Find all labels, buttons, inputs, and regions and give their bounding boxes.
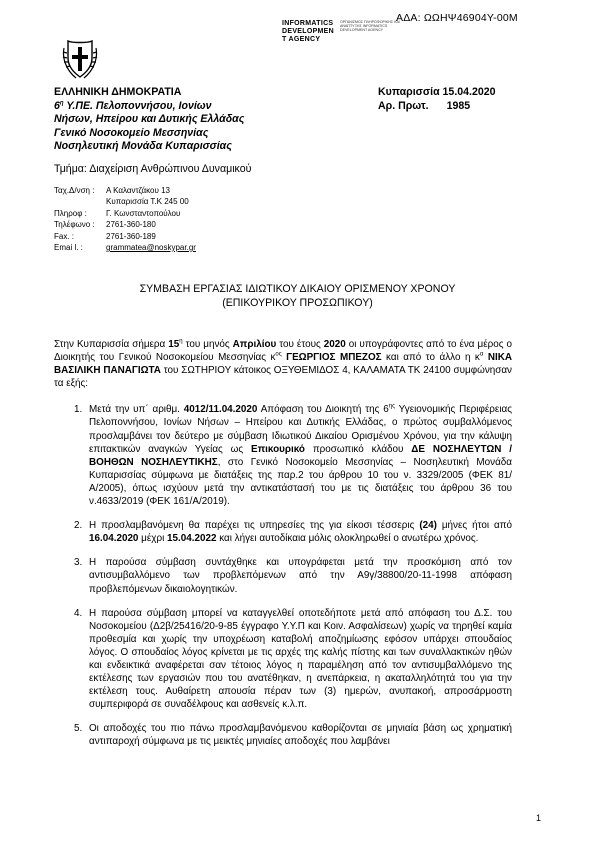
ida-logo bbox=[282, 20, 400, 44]
department: Τμήμα: Διαχείριση Ανθρώπινου Δυναμικού bbox=[54, 163, 252, 175]
term-item: 4. Η παρούσα σύμβαση μπορεί να καταγγελθεί οποτεδήποτε μετά από απόφαση του Δ.Σ. του Νοσοκομείου (Δ2β/25416/20-9-85 έγγραφο Υ.Υ.Π και Κοιν. Ασφαλίσεων) χωρίς να τηρηθεί καμία προθεσμία και χωρίς την υποχρέωση καταβολή αποζημίωσης εφόσον υπάρχει σπουδαίος λόγος. Ο σπουδαίος λόγος κρίνεται με τις αρχές της καλής πίστης και των συναλλακτικών ηθών και ενδεικτικά αναφέρεται σαν τέτοιος λόγος η παραμέληση από τον αντισυμβαλλόμενο της εκτέλεσης των εργασιών που του ανατέθηκαν, η ανεπάρκεια, η ακαταλληλότητά του για την εκτέλεση τους. Αυθαίρετη απουσία πέραν των (3) ημερών, ανυπακοή, απροσάρμοστη συμπεριφορά σε συναδέλφους και ασθενείς κ.λ.π. bbox=[74, 607, 512, 711]
protocol-number: 1985 bbox=[446, 99, 471, 112]
contract-title bbox=[0, 283, 595, 310]
contact-block bbox=[54, 185, 196, 253]
date-block bbox=[378, 86, 496, 113]
sender-line-4: Γενικό Νοσοκομείο Μεσσηνίας bbox=[54, 126, 209, 139]
title-line-1: ΣΥΜΒΑΣΗ ΕΡΓΑΣΙΑΣ ΙΔΙΩΤΙΚΟΥ ΔΙΚΑΙΟΥ ΟΡΙΣΜΕΝΟΥ ΧΡΟΝΟΥ bbox=[139, 283, 456, 295]
page-number: 1 bbox=[536, 813, 542, 823]
document-date: Κυπαρισσία 15.04.2020 bbox=[378, 86, 496, 98]
logo-word-3: T AGENCY bbox=[282, 36, 321, 43]
term-item: 2. Η προσλαμβανόμενη θα παρέχει τις υπηρεσίες της για είκοσι τέσσερις (24) μήνες ήτοι από 16.04.2020 μέχρι 15.04.2022 και λήγει αυτοδίκαια μόλις ολοκληρωθεί ο ανωτέρω χρόνος. bbox=[74, 520, 512, 545]
contract-body bbox=[54, 338, 512, 760]
contact-row: Ταχ.Δ/νση : Α Καλαντζάκου 13 bbox=[54, 186, 170, 195]
contact-row: Τηλέφωνο : 2761-360-180 bbox=[54, 220, 156, 230]
term-item: 5. Οι αποδοχές του πιο πάνω προσλαμβανόμενου καθορίζονται σε μηνιαία βάση ως χρηματική αντιπαροχή σύμφωνα με τις μεικτές μηνιαίες αποδοχές που λαμβάνει bbox=[74, 723, 512, 748]
sender-block bbox=[54, 86, 244, 154]
term-item: 1. Μετά την υπ΄ αριθμ. 4012/11.04.2020 Απόφαση του Διοικητή της $6^{\eta\varsigma}$ Υγειονομικής Περιφέρειας Πελοποννήσου, Ιονίων Νήσων – Ηπείρου και Δυτικής Ελλάδας, ο πρώτος συμβαλλόμενος προσλαμβάνει τον δεύτερο με σύμβαση Ιδιωτικού Δικαίου Ορισμένου Χρόνου, για την κάλυψη επιτακτικών αναγκών Υγείας ως Επικουρικό προσωπικό κλάδου ΔΕ ΝΟΣΗΛΕΥΤΩΝ / ΒΟΗΘΩΝ ΝΟΣΗΛΕΥΤΙΚΗΣ, στο Γενικό Νοσοκομείο Μεσσηνίας – Νοσηλευτική Μονάδα Κυπαρισσίας σύμφωνα με διατάξεις της παρ.2 του άρθρου 10 του ν. 3329/2005 (ΦΕΚ 81/Α/2005), όπως ισχύουν μετά την αντικατάστασή του με τις διατάξεις του άρθρου 36 του ν.4633/2019 (ΦΕΚ 161/Α/2019). bbox=[74, 404, 512, 508]
sender-line-1: ΕΛΛΗΝΙΚΗ ΔΗΜΟΚΡΑΤΙΑ bbox=[54, 86, 182, 98]
ada-code: ΑΔΑ: ΩΩΗΨ46904Υ-00Μ bbox=[396, 12, 518, 24]
email-link[interactable]: grammatea@noskypar.gr bbox=[106, 243, 196, 253]
contract-terms bbox=[54, 403, 512, 748]
contact-row: Πληροφ : Γ. Κωνσταντοπούλου bbox=[54, 208, 181, 218]
intro-paragraph: Στην Κυπαρισσία σήμερα $15^\eta$ του μηνός Απριλίου του έτους 2020 οι υπογράφοντες από το ένα μέρος ο Διοικητής του Γενικού Νοσοκομείου Μεσσηνίας $\kappa^{o\varsigma}$ ΓΕΩΡΓΙΟΣ ΜΠΕΖΟΣ και από το άλλο η $\kappa^\alpha$ ΝΙΚΑ ΒΑΣΙΛΙΚΗ ΠΑΝΑΓΙΩΤΑ του ΣΩΤΗΡΙΟΥ κάτοικος ΟΞΥΘΕΜΙΔΟΣ 4, ΚΑΛΑΜΑΤΑ ΤΚ 24100 συμφώνησαν τα εξής: bbox=[54, 338, 512, 390]
protocol-label: Αρ. Πρωτ. bbox=[378, 99, 429, 112]
greek-coat-of-arms-icon bbox=[62, 38, 98, 80]
protocol-line bbox=[378, 100, 496, 114]
contact-row: Fax. : 2761-360-189 bbox=[54, 231, 156, 241]
sender-line-5: Νοσηλευτική Μονάδα Κυπαρισσίας bbox=[54, 140, 232, 152]
logo-subtext: ΟΡΓΑΝΙΣΜΟΣ ΠΛΗΡΟΦΟΡΙΚΗΣ ΚΑΙ ΑΝΑΠΤΥΞΗΣ INFORMATICS DEVELOPMENT AGENCY bbox=[340, 20, 400, 33]
logo-word-2: DEVELOPMEN bbox=[282, 28, 335, 35]
title-line-2: (ΕΠΙΚΟΥΡΙΚΟΥ ΠΡΟΣΩΠΙΚΟΥ) bbox=[222, 296, 373, 309]
contact-row: Emai l. : grammatea@noskypar.gr bbox=[54, 243, 196, 253]
term-item: 3. Η παρούσα σύμβαση συντάχθηκε και υπογράφεται μετά την προσκόμιση από τον αντισυμβαλλόμενο των προβλεπόμενων από την Α9γ/38800/20-11-1998 απόφαση προβλεπόμενων δικαιολογητικών. bbox=[74, 557, 512, 595]
logo-word-1: INFORMATICS bbox=[282, 20, 334, 27]
sender-line-2: $6^\eta$ Υ.ΠΕ. Πελοποννήσου, Ιονίων bbox=[54, 99, 212, 112]
contact-row: Κυπαρισσία Τ.Κ 245 00 bbox=[106, 197, 189, 207]
sender-line-3: Νήσων, Ηπείρου και Δυτικής Ελλάδας bbox=[54, 113, 245, 125]
